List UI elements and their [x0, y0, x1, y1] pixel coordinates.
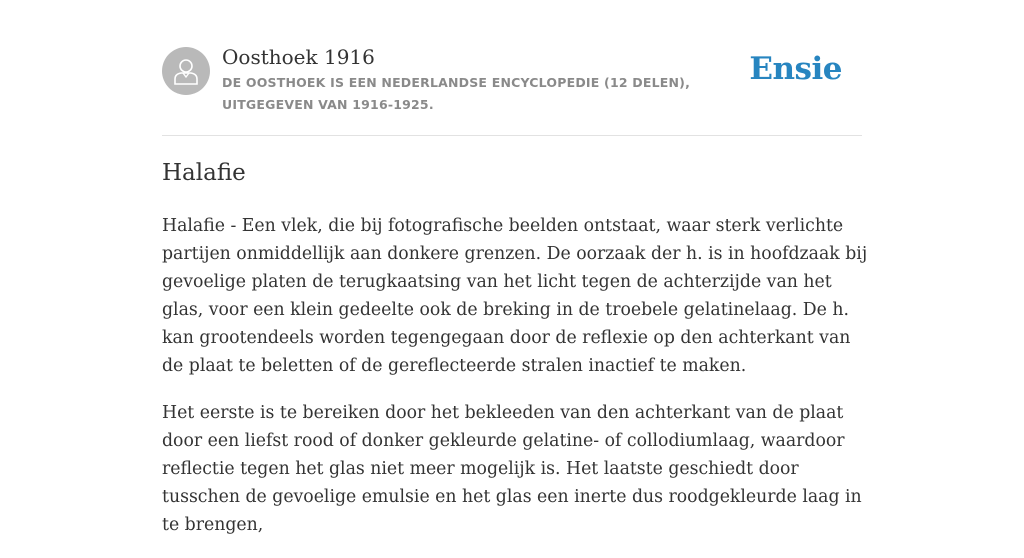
source-header [162, 0, 862, 136]
source-description: DE OOSTHOEK IS EEN NEDERLANDSE ENCYCLOPEDIE (12 DELEN), UITGEGEVEN VAN 1916-1925. [222, 75, 691, 112]
article-body [162, 212, 874, 558]
article-paragraph: Het eerste is te bereiken door het bekleeden van den achterkant van de plaat door een liefst rood of donker gekleurde gelatine- of collodiumlaag, waardoor reflectie tegen het glas niet meer mogelijk is. Het laatste geschiedt door tusschen de gevoelige emulsie en het glas een inerte dus roodgekleurde laag in te brengen, [162, 403, 862, 535]
user-icon [173, 57, 199, 85]
article-paragraph: Halafie - Een vlek, die bij fotografische beelden ontstaat, waar sterk verlichte partijen onmiddellijk aan donkere grenzen. De oorzaak der h. is in hoofdzaak bij gevoelige platen de terugkaatsing van het licht tegen de achterzijde van het glas, voor een klein gedeelte ook de breking in de troebele gelatinelaag. De h. kan grootendeels worden tegengegaan door de reflexie op den achterkant van de plaat te beletten of de gereflecteerde stralen inactief te maken. [162, 216, 868, 376]
brand-logo[interactable]: Ensie [749, 51, 842, 87]
content-container [162, 0, 868, 535]
source-avatar[interactable] [162, 47, 210, 95]
article-title: Halafie [162, 160, 246, 186]
source-title[interactable]: Oosthoek 1916 [222, 45, 375, 69]
